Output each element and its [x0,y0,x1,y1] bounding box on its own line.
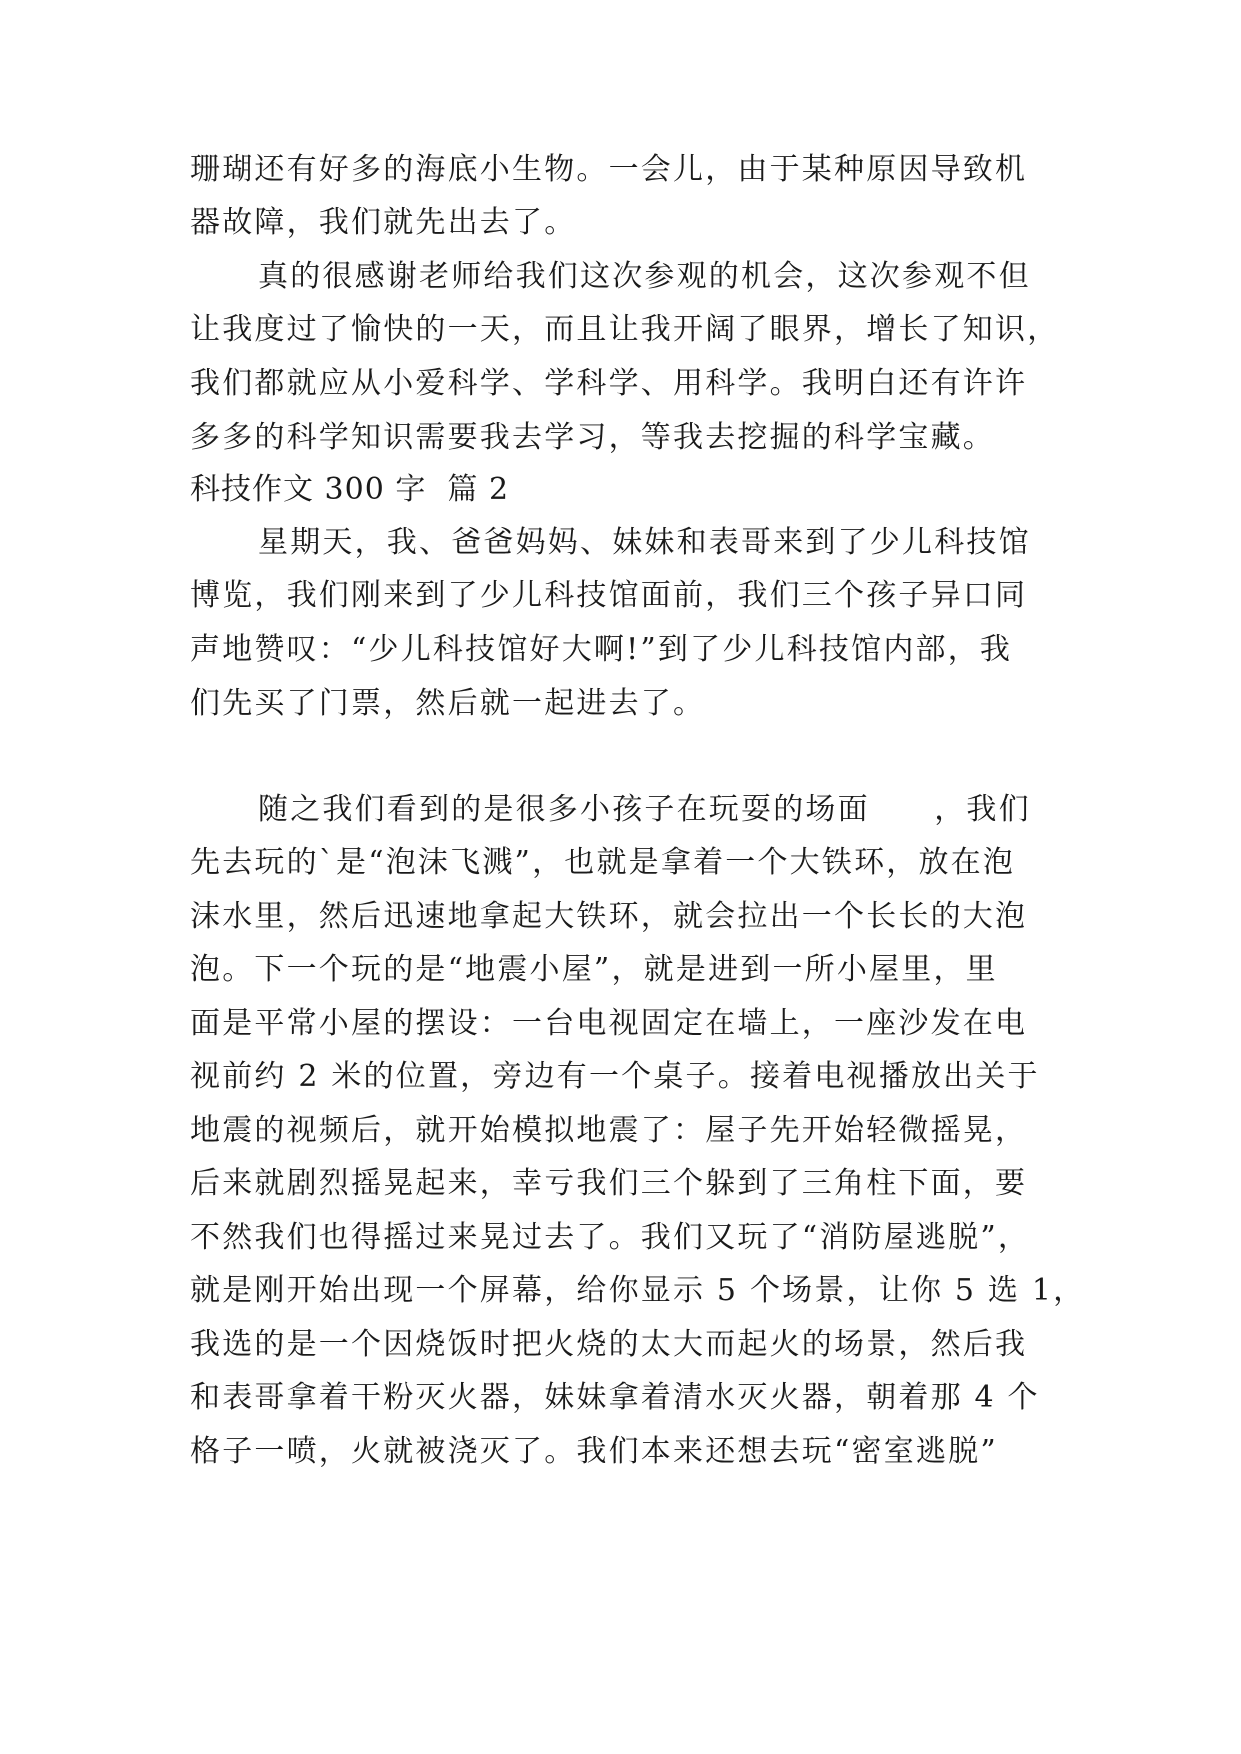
text-line: 和表哥拿着干粉灭火器，妹妹拿着清水灭火器，朝着那 4 个 [190,1380,1040,1415]
paragraph-first-line: 随之我们看到的是很多小孩子在玩耍的场面 ，我们 [258,792,1031,827]
text-line: 视前约 2 米的位置，旁边有一个桌子。接着电视播放出关于 [190,1059,1040,1094]
text-line: 就是刚开始出现一个屏幕，给你显示 5 个场景，让你 5 选 1， [190,1273,1086,1308]
text-line: 格子一喷，火就被浇灭了。我们本来还想去玩“密室逃脱” [190,1434,998,1469]
text-line: 们先买了门票，然后就一起进去了。 [190,686,706,721]
text-line: 地震的视频后，就开始模拟地震了：屋子先开始轻微摇晃， [190,1113,1028,1148]
text-line: 泡。下一个玩的是“地震小屋”，就是进到一所小屋里，里 [190,952,998,987]
section-heading: 科技作文 300 字 篇 2 [190,472,510,507]
text-line: 我选的是一个因烧饭时把火烧的太大而起火的场景，然后我 [190,1327,1028,1362]
text-line: 让我度过了愉快的一天，而且让我开阔了眼界，增长了知识， [190,312,1060,347]
text-line: 先去玩的`是“泡沫飞溅”，也就是拿着一个大铁环，放在泡 [190,845,1016,880]
text-line: 不然我们也得摇过来晃过去了。我们又玩了“消防屋逃脱”， [190,1220,1031,1255]
paragraph-first-line: 星期天，我、爸爸妈妈、妹妹和表哥来到了少儿科技馆 [258,525,1031,560]
text-line: 珊瑚还有好多的海底小生物。一会儿，由于某种原因导致机 [190,152,1028,187]
text-line: 我们都就应从小爱科学、学科学、用科学。我明白还有许许 [190,366,1028,401]
text-line: 多多的科学知识需要我去学习，等我去挖掘的科学宝藏。 [190,420,995,455]
paragraph-first-line: 真的很感谢老师给我们这次参观的机会，这次参观不但 [258,259,1031,294]
text-line: 声地赞叹：“少儿科技馆好大啊!”到了少儿科技馆内部，我 [190,632,1013,667]
text-line: 博览，我们刚来到了少儿科技馆面前，我们三个孩子异口同 [190,578,1028,613]
text-line: 后来就剧烈摇晃起来，幸亏我们三个躲到了三角柱下面，要 [190,1166,1028,1201]
text-line: 器故障，我们就先出去了。 [190,205,577,240]
text-line: 沫水里，然后迅速地拿起大铁环，就会拉出一个长长的大泡 [190,899,1028,934]
text-line: 面是平常小屋的摆设：一台电视固定在墙上，一座沙发在电 [190,1006,1028,1041]
